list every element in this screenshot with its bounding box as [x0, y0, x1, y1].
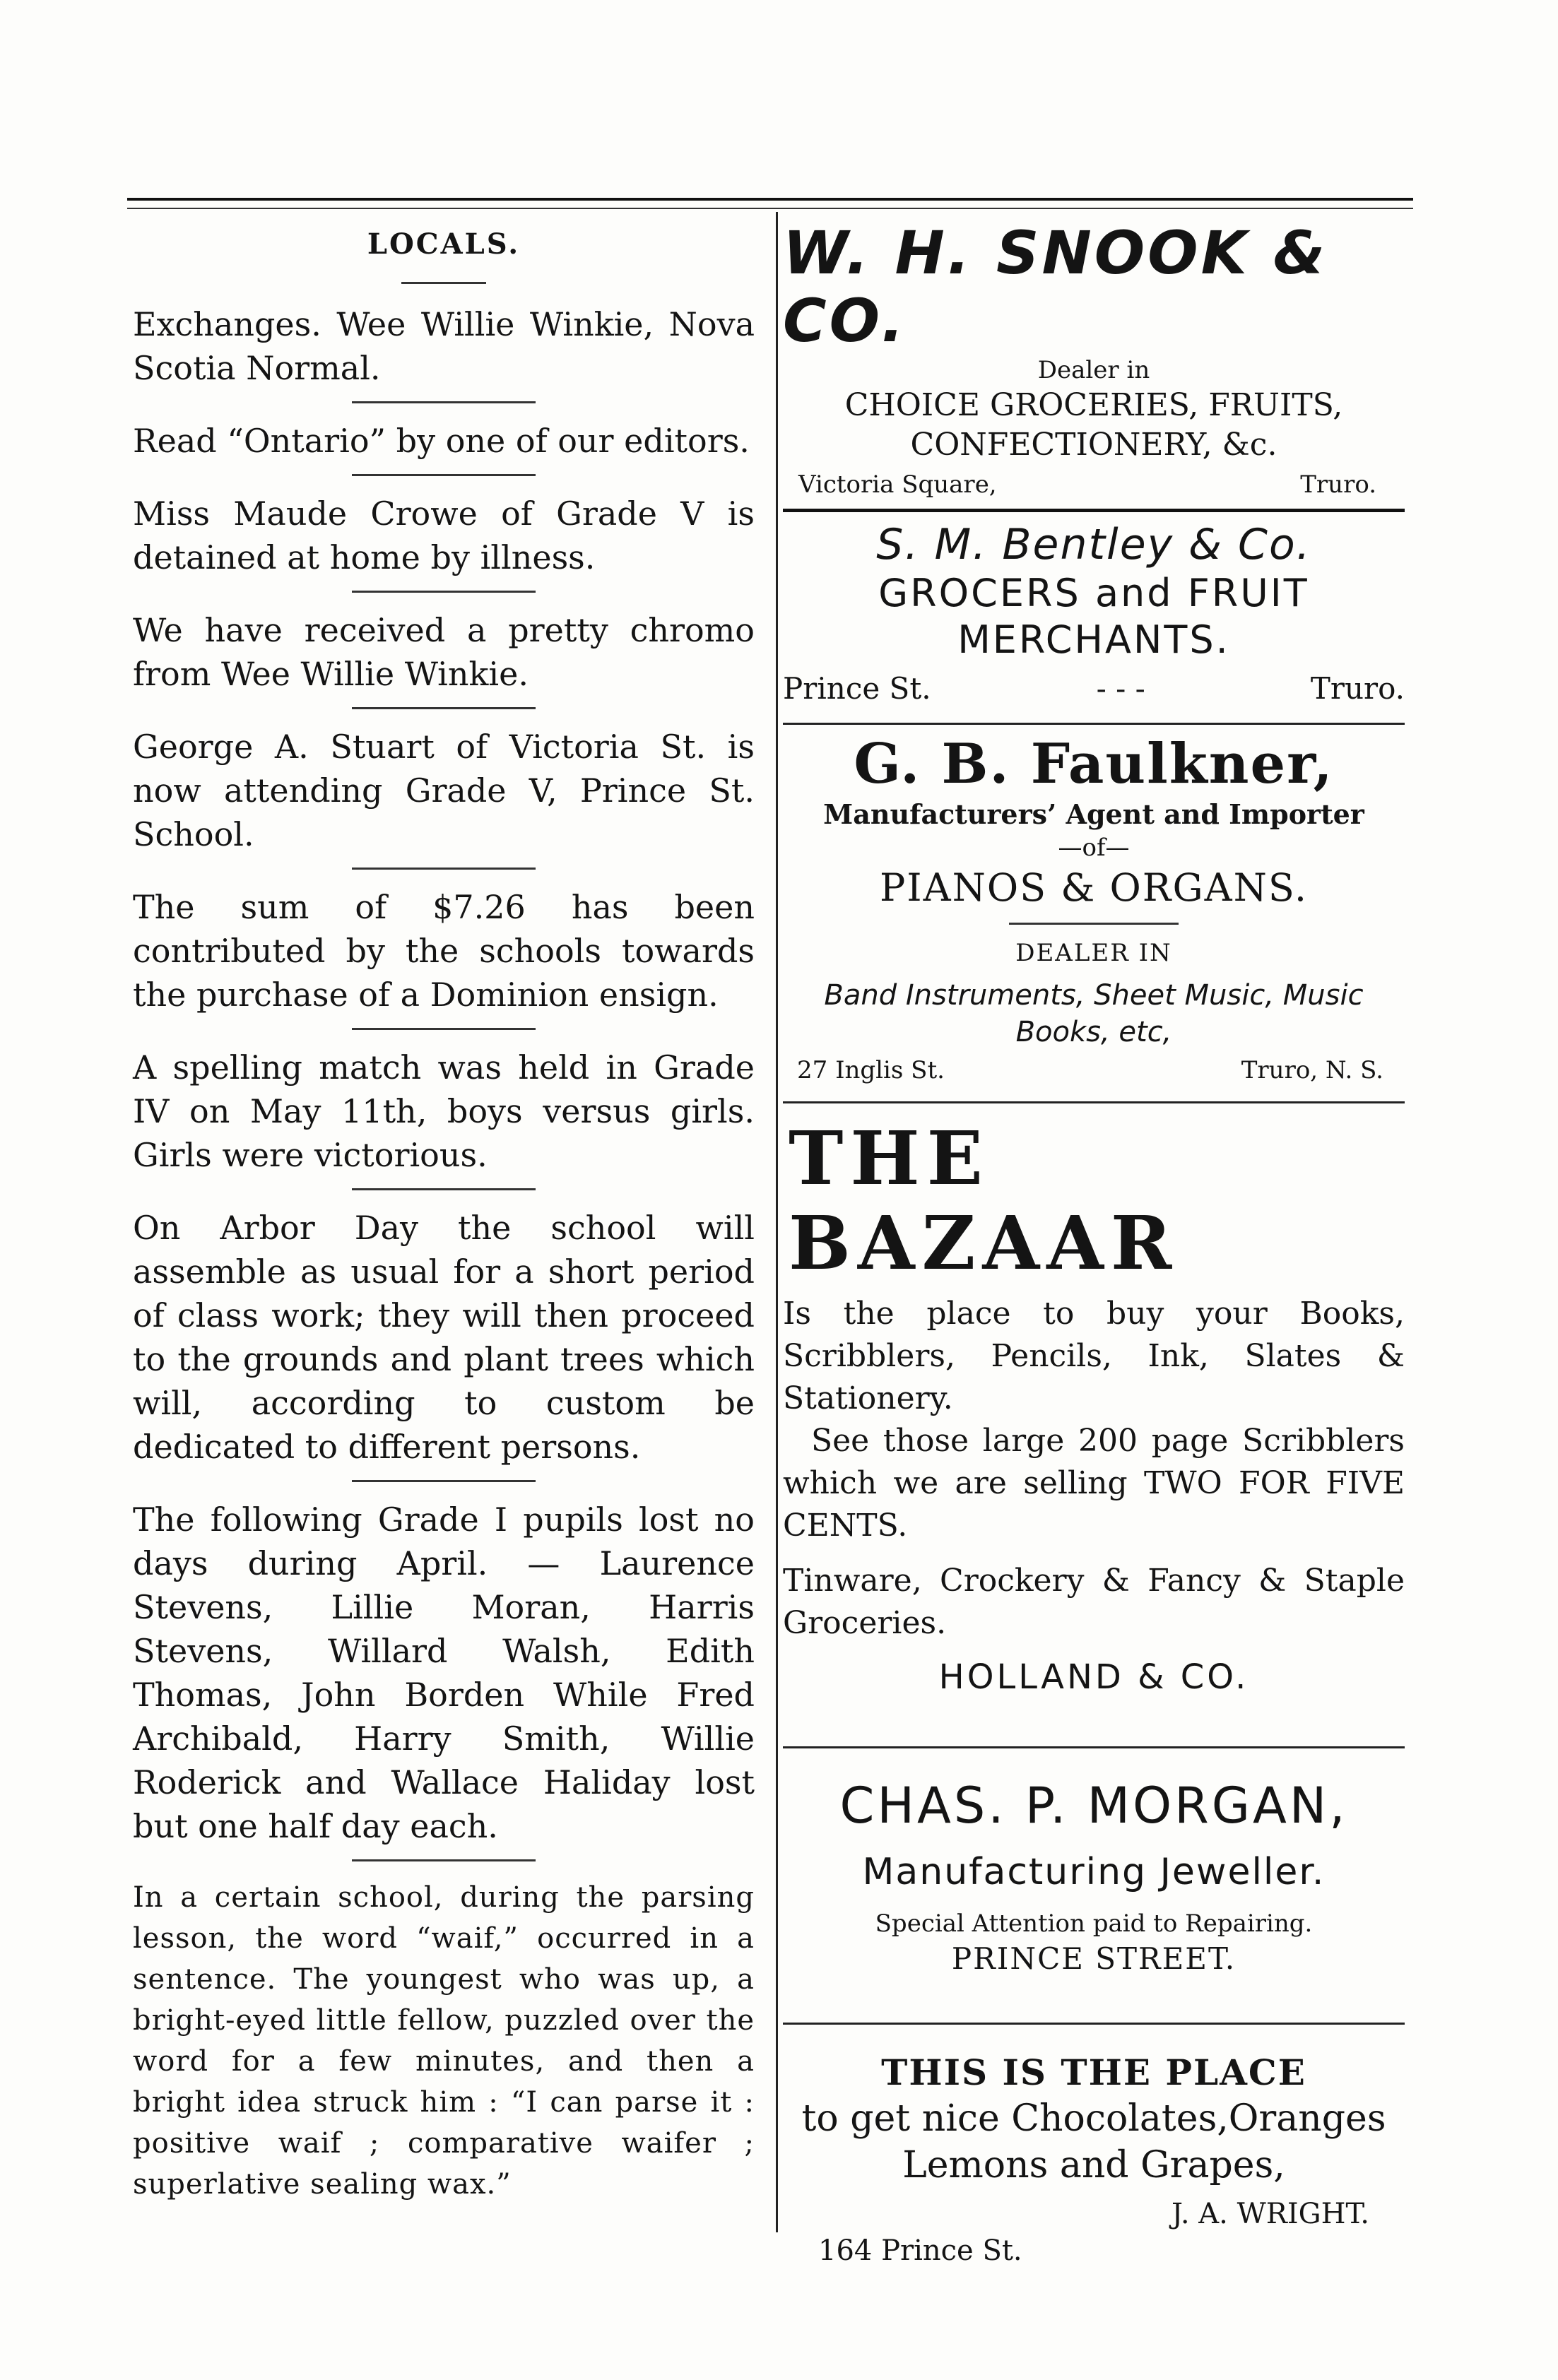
bentley-dashes: - - - [1096, 671, 1145, 706]
locals-title: LOCALS. [367, 227, 521, 261]
local-item: Miss Maude Crowe of Grade V is detained at home by illness. [133, 495, 755, 576]
column-divider [776, 212, 778, 2232]
morgan-name: CHAS. P. MORGAN, [839, 1777, 1348, 1835]
morgan-street: PRINCE STREET. [951, 1941, 1237, 1976]
faulkner-of: —of— [1058, 834, 1130, 862]
local-item: In a certain school, during the parsing lesson, the word “waif,” occurred in a sentence. The youngest who was up, a bright-eyed little fellow, puzzled over the word for a few minutes, and then a bright idea struck him : “I can parse it : positive waif ; comparative waifer ; superlative sealing wax.” [133, 1881, 755, 2201]
wright-address: 164 Prince St. [818, 2234, 1022, 2267]
ad-faulkner [783, 725, 1405, 1101]
bazaar-text-1: Is the place to buy your Books, Scribblers, Pencils, Ink, Slates & Stationery. [783, 1296, 1405, 1416]
divider [352, 474, 536, 476]
divider [352, 1188, 536, 1190]
divider [401, 282, 486, 284]
divider [352, 1859, 536, 1861]
faulkner-role: Manufacturers’ Agent and Importer [823, 798, 1364, 830]
snook-dealer: Dealer in [1037, 356, 1150, 384]
local-item: On Arbor Day the school will assemble as usual for a short period of class work; they will then proceed to the grounds and plant trees which will, according to custom be dedicated to different persons. [133, 1209, 755, 1466]
divider [352, 401, 536, 403]
ad-morgan [783, 1748, 1405, 1979]
morgan-trade: Manufacturing Jeweller. [862, 1851, 1326, 1893]
ad-wright [783, 2025, 1405, 2269]
header-rule-thin [127, 208, 1413, 209]
faulkner-dealer: DEALER IN [1015, 939, 1172, 967]
bentley-line-2: MERCHANTS. [957, 617, 1230, 662]
wright-line-2: Lemons and Grapes, [902, 2144, 1285, 2186]
bazaar-sign: HOLLAND & CO. [938, 1657, 1249, 1697]
local-item: Read “Ontario” by one of our editors. [133, 422, 750, 460]
ad-bazaar [783, 1103, 1405, 1697]
faulkner-band-2: Books, etc, [1015, 1016, 1172, 1048]
locals-column [133, 212, 755, 2205]
bentley-address: Prince St. [783, 671, 931, 706]
divider [1009, 923, 1179, 925]
morgan-note: Special Attention paid to Repairing. [875, 1910, 1313, 1938]
divider [352, 1028, 536, 1030]
wright-headline: THIS IS THE PLACE [881, 2052, 1306, 2093]
snook-goods-2: CONFECTIONERY, &c. [910, 427, 1277, 463]
ad-snook [783, 219, 1405, 509]
wright-line-1: to get nice Chocolates,Oranges [801, 2097, 1386, 2140]
ads-column [783, 212, 1405, 2269]
bazaar-text-2: See those large 200 page Scribblers which we are selling TWO FOR FIVE CENTS. [783, 1423, 1405, 1544]
local-item: George A. Stuart of Victoria St. is now attending Grade V, Prince St. School. [133, 728, 755, 853]
bazaar-name: THE BAZAAR [789, 1115, 1179, 1286]
snook-town: Truro. [1300, 470, 1376, 499]
snook-goods-1: CHOICE GROCERIES, FRUITS, [844, 387, 1343, 423]
divider [352, 591, 536, 593]
divider [352, 707, 536, 709]
bentley-name: S. M. Bentley & Co. [876, 520, 1311, 569]
header-rule [127, 198, 1413, 201]
local-item: The following Grade I pupils lost no days during April. — Laurence Stevens, Lillie Moran, Harris Stevens, Willard Walsh, Edith Thomas, John Borden While Fred Archibald, Harry Smith, Willie Roderick and Wallace Haliday lost but one half day each. [133, 1500, 755, 1845]
faulkner-band-1: Band Instruments, Sheet Music, Music [824, 979, 1364, 1012]
local-item: A spelling match was held in Grade IV on May 11th, boys versus girls. Girls were victorious. [133, 1048, 755, 1174]
faulkner-goods: PIANOS & ORGANS. [879, 865, 1309, 910]
local-item: Exchanges. Wee Willie Winkie, Nova Scotia Normal. [133, 305, 755, 387]
local-item: The sum of $7.26 has been contributed by the schools towards the purchase of a Dominion ensign. [133, 888, 755, 1014]
ad-bentley [783, 512, 1405, 723]
bazaar-text-3: Tinware, Crockery & Fancy & Staple Groceries. [783, 1563, 1405, 1641]
snook-address: Victoria Square, [798, 470, 997, 499]
divider [352, 868, 536, 870]
bentley-line-1: GROCERS and FRUIT [878, 571, 1309, 615]
divider [352, 1480, 536, 1482]
bentley-town: Truro. [1310, 671, 1405, 706]
wright-name: J. A. WRIGHT. [1171, 2198, 1369, 2230]
faulkner-address: 27 Inglis St. [797, 1056, 945, 1084]
faulkner-town: Truro, N. S. [1241, 1056, 1383, 1084]
local-item: We have received a pretty chromo from Wee Willie Winkie. [133, 611, 755, 693]
snook-name: W. H. SNOOK & CO. [783, 218, 1328, 355]
faulkner-name: G. B. Faulkner, [854, 732, 1334, 796]
